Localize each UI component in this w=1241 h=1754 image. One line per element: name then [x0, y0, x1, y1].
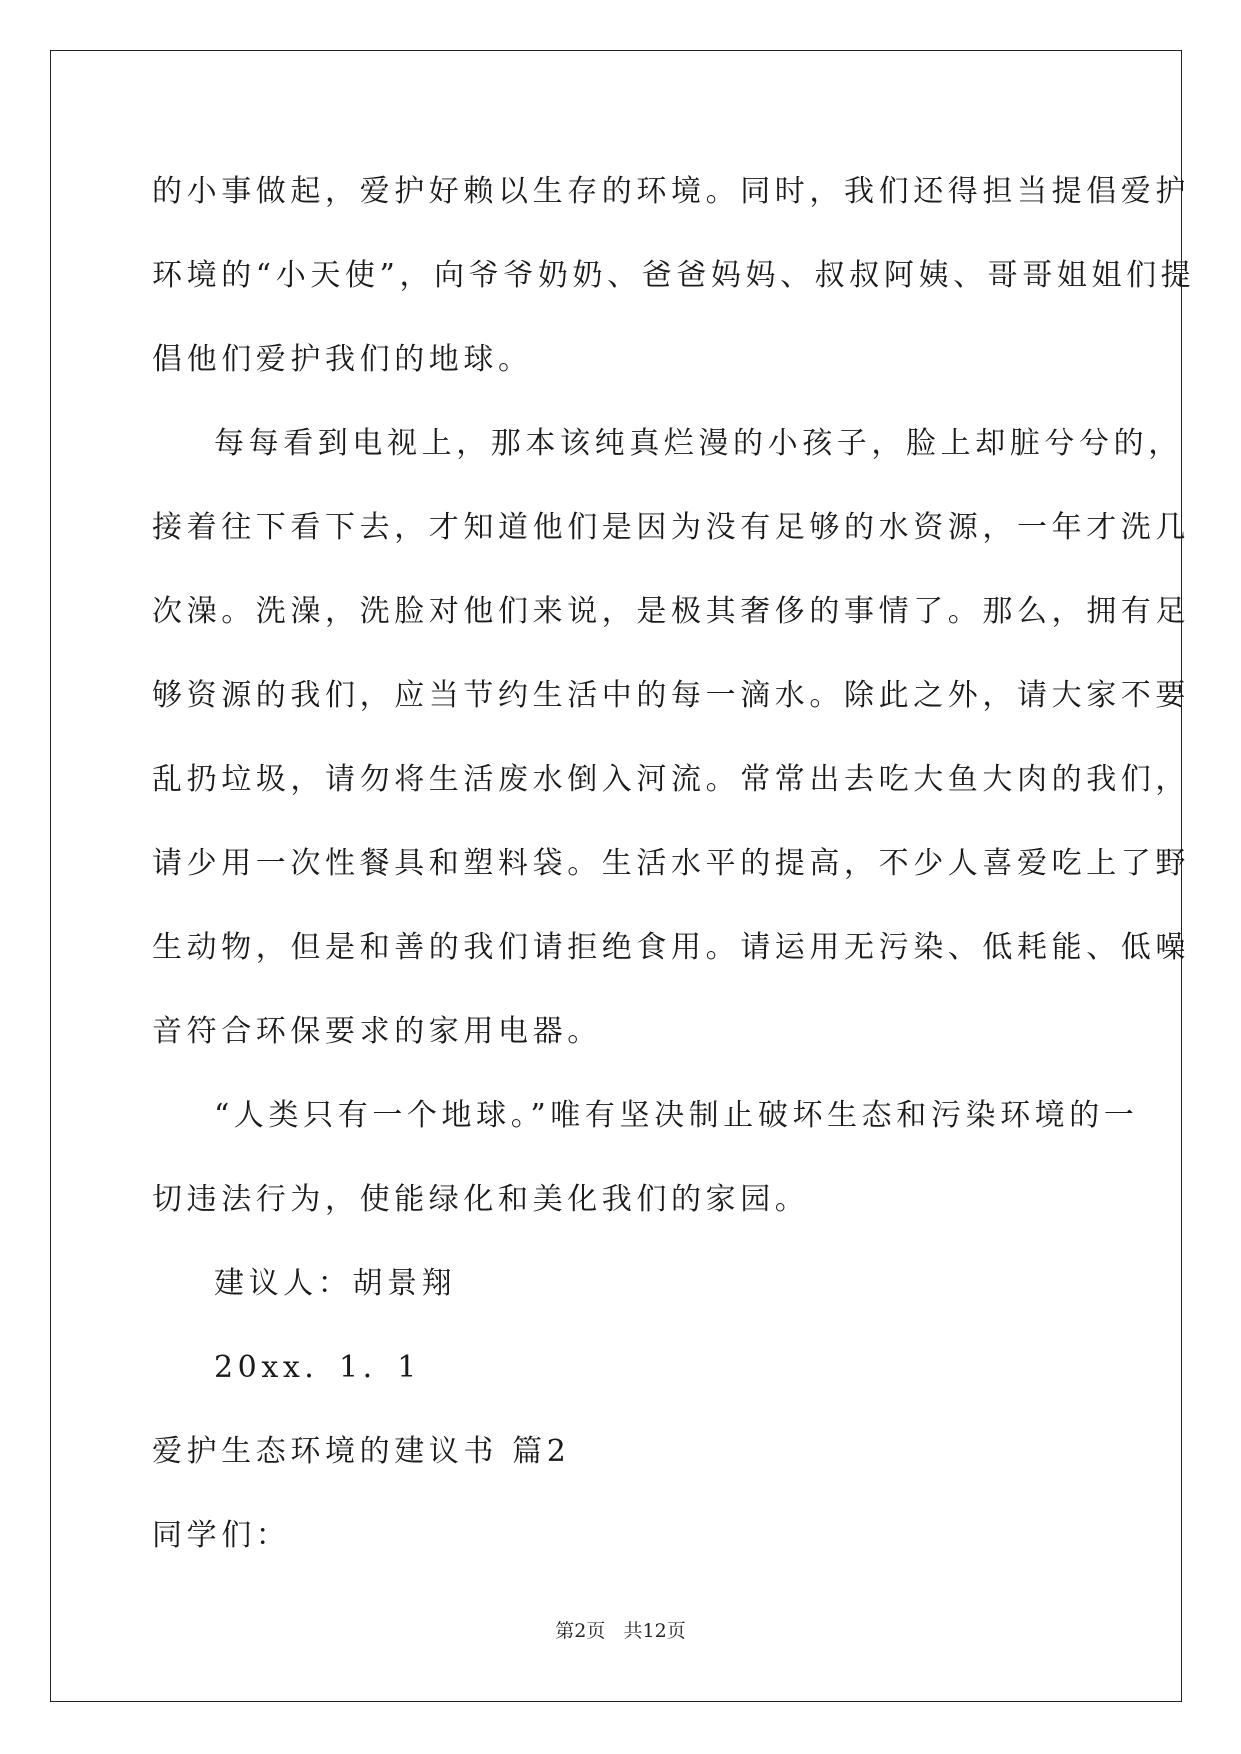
text-line: 够资源的我们，应当节约生活中的每一滴水。除此之外，请大家不要: [152, 678, 1190, 713]
text-line: 的小事做起，爱护好赖以生存的环境。同时，我们还得担当提倡爱护: [152, 174, 1190, 209]
signature-line: 建议人：胡景翔: [214, 1266, 457, 1301]
text-line: 音符合环保要求的家用电器。: [152, 1014, 602, 1049]
text-line: 环境的“小天使”，向爷爷奶奶、爸爸妈妈、叔叔阿姨、哥哥姐姐们提: [152, 258, 1196, 293]
paragraph-start-line: 每每看到电视上，那本该纯真烂漫的小孩子，脸上却脏兮兮的，: [214, 426, 1183, 461]
text-line: 请少用一次性餐具和塑料袋。生活水平的提高，不少人喜爱吃上了野: [152, 846, 1190, 881]
paragraph-start-line: “人类只有一个地球。”唯有坚决制止破坏生态和污染环境的一: [214, 1098, 1139, 1133]
text-line: 乱扔垃圾，请勿将生活废水倒入河流。常常出去吃大鱼大肉的我们，: [152, 762, 1190, 797]
text-line: 切违法行为，使能绿化和美化我们的家园。: [152, 1182, 810, 1217]
salutation: 同学们：: [152, 1518, 291, 1553]
date-line: 20xx．1．1: [214, 1350, 421, 1385]
section-title: 爱护生态环境的建议书 篇2: [152, 1434, 571, 1469]
text-line: 次澡。洗澡，洗脸对他们来说，是极其奢侈的事情了。那么，拥有足: [152, 594, 1190, 629]
text-line: 生动物，但是和善的我们请拒绝食用。请运用无污染、低耗能、低噪: [152, 930, 1190, 965]
text-line: 倡他们爱护我们的地球。: [152, 342, 533, 377]
document-body: [152, 150, 1196, 1578]
page-total: 共12页: [623, 1620, 686, 1642]
text-line: 接着往下看下去，才知道他们是因为没有足够的水资源，一年才洗几: [152, 510, 1190, 545]
page-number: 第2页: [555, 1620, 606, 1642]
page-footer: [0, 1616, 1241, 1643]
